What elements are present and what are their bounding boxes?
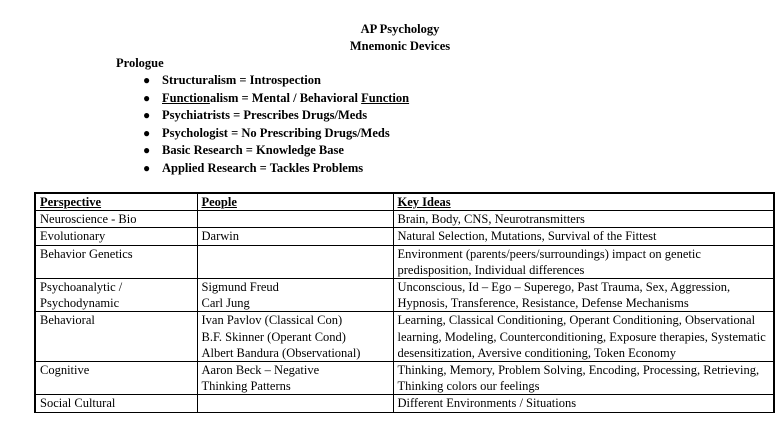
perspective-cell (35, 279, 197, 312)
bullet-icon: ● (143, 143, 151, 158)
list-item-text: alism = Mental / Behavioral (209, 90, 362, 105)
bullet-icon: ● (143, 125, 151, 140)
perspective-line: Behavior Genetics (40, 246, 133, 261)
key-ideas-text: Natural Selection, Mutations, Survival of the Fittest (397, 229, 657, 244)
key-ideas-text: Thinking, Memory, Problem Solving, Encoding, Processing, Retrieving, Thinking colors our feelings (397, 363, 760, 394)
bullet-icon: ● (143, 160, 151, 175)
person-name: B.F. Skinner (Operant Cond) (201, 329, 346, 344)
person-name: Sigmund Freud (201, 280, 279, 295)
people-cell (197, 245, 393, 278)
perspective-line: Neuroscience - Bio (40, 212, 137, 227)
list-item-text: Basic Research = Knowledge Base (162, 143, 344, 158)
key-ideas-text: Environment (parents/peers/surroundings) impact on genetic predisposition, Individual differences (397, 246, 701, 277)
table-row (35, 362, 774, 395)
perspective-line: Cognitive (40, 363, 90, 378)
people-cell (197, 312, 393, 362)
key-ideas-text: Different Environments / Situations (397, 396, 577, 411)
bullet-icon: ● (143, 108, 151, 123)
bullet-icon: ● (143, 73, 151, 87)
perspective-cell (35, 395, 197, 412)
underlined-term: Function (361, 90, 410, 105)
perspective-cell (35, 211, 197, 228)
people-cell (197, 279, 393, 312)
table-row (35, 312, 774, 362)
key-ideas-text: Brain, Body, CNS, Neurotransmitters (397, 212, 585, 227)
document-subtitle: Mnemonic Devices (349, 39, 451, 53)
list-item (116, 125, 409, 143)
key-ideas-cell (393, 312, 774, 362)
people-cell (197, 395, 393, 412)
person-name: Ivan Pavlov (Classical Con) (201, 313, 343, 328)
list-item (116, 90, 409, 108)
perspective-line: Psychodynamic (40, 296, 120, 311)
perspective-line: Behavioral (40, 313, 95, 328)
list-item (116, 160, 409, 178)
column-header-people: People (197, 193, 393, 211)
prologue-heading: Prologue (116, 56, 164, 70)
perspectives-table (34, 192, 775, 413)
perspective-cell (35, 312, 197, 362)
list-item-text: Psychologist = No Prescribing Drugs/Meds (162, 125, 390, 140)
table-row (35, 211, 774, 228)
person-name: Carl Jung (201, 296, 250, 311)
people-cell (197, 228, 393, 245)
key-ideas-cell (393, 228, 774, 245)
document-title: AP Psychology (360, 22, 440, 36)
perspective-cell (35, 245, 197, 278)
column-header-key-ideas: Key Ideas (393, 193, 774, 211)
person-name: Aaron Beck – Negative (201, 363, 320, 378)
key-ideas-cell (393, 279, 774, 312)
prologue-list (116, 72, 409, 178)
column-header-perspective: Perspective (35, 193, 197, 211)
list-item-text: Psychiatrists = Prescribes Drugs/Meds (162, 108, 368, 123)
list-item (116, 142, 409, 160)
person-name: Darwin (201, 229, 239, 244)
list-item (116, 107, 409, 125)
table-row (35, 228, 774, 245)
perspective-line: Evolutionary (40, 229, 106, 244)
people-cell (197, 211, 393, 228)
list-item (116, 72, 409, 90)
table-row (35, 395, 774, 412)
list-item-text: Structuralism = Introspection (162, 73, 321, 87)
key-ideas-cell (393, 211, 774, 228)
list-item-text: Applied Research = Tackles Problems (162, 160, 364, 175)
key-ideas-cell (393, 362, 774, 395)
table-row (35, 245, 774, 278)
people-cell (197, 362, 393, 395)
table-header-row (35, 193, 774, 211)
perspective-line: Social Cultural (40, 396, 116, 411)
table-row (35, 279, 774, 312)
bullet-icon: ● (143, 90, 151, 105)
key-ideas-text: Unconscious, Id – Ego – Superego, Past Trauma, Sex, Aggression, Hypnosis, Transference, Resistance, Defense Mechanisms (397, 280, 731, 311)
perspective-cell (35, 362, 197, 395)
underlined-term: Function (162, 90, 210, 105)
key-ideas-cell (393, 395, 774, 412)
person-name: Albert Bandura (Observational) (201, 345, 361, 360)
perspective-cell (35, 228, 197, 245)
key-ideas-text: Learning, Classical Conditioning, Operant Conditioning, Observational learning, Modeling, Counterconditioning, Exposure therapies, Systematic desensitization, Aversive conditioning, Token Economy (397, 313, 766, 360)
key-ideas-cell (393, 245, 774, 278)
perspective-line: Psychoanalytic / (40, 280, 123, 295)
person-name: Thinking Patterns (201, 379, 291, 394)
